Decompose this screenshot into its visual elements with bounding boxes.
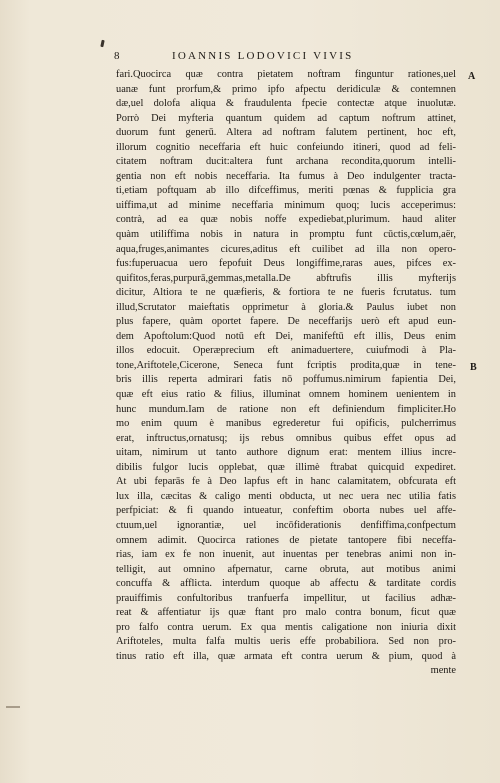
text-line: omnem adimit. Quocirca rationes de pietate tantopere fibi neceffa- <box>116 534 456 546</box>
text-line: hunc mundum.Iam de ratione non eft definiendum fimpliciter.Ho <box>116 403 456 415</box>
text-line: mo enim quum è manibus egrederetur fui opificis, pulcherrimus <box>116 418 456 430</box>
margin-mark-b: B <box>470 362 477 373</box>
text-line: citatem noftram ducit:altera funt archana recondita,quorum intelli- <box>116 156 456 168</box>
text-line: duorum funt generū. Altera ad noftram falutem pertinent, hoc eft, <box>116 127 456 139</box>
text-block <box>116 68 456 679</box>
text-line: erat, inftructus,ornatusq; ijs rebus omnibus quibus effet opus ad <box>116 432 456 444</box>
running-header <box>114 49 474 63</box>
text-line: dem Apoftolum:Quod notū eft Dei, manifeftū eft illis, Deus enim <box>116 330 456 342</box>
text-line: dicitur, Altiora te ne quæfieris, & fortiora te ne fueris fcrutatus. tum <box>116 287 456 299</box>
text-line: ti,etiam poftquam ab illo difceffimus, meriti pœnas & fupplicia gra <box>116 185 456 197</box>
text-line: lux illa, cæcitas & caligo menti obducta, ut nec uera nec utilia fatis <box>116 490 456 502</box>
text-line: plus fapere, quàm oportet fapere. De neceffarijs uerò eft apud eun- <box>116 316 456 328</box>
text-line: prauiffimis confultoribus tranfuerfa impellitur, ut facilius adhæ- <box>116 592 456 604</box>
text-line: contrà, ad ea quæ nobis noffe expediebat,plurimum. haud aliter <box>116 214 456 226</box>
text-line: uitam, nimirum ut tanto authore dignum erat: mentem illius incre- <box>116 447 456 459</box>
text-line: reat & affentiatur ijs quæ ftant pro malo contra bonum, ficut quæ <box>116 607 456 619</box>
ink-speck <box>100 40 104 47</box>
text-line: bris illis reperta admirari fatis nō poffumus.nimirum fapientia Dei, <box>116 374 456 386</box>
text-line: rias, iam ex fe non inuenit, aut inuentas per tenebras animi non in- <box>116 549 456 561</box>
text-line: fus:fuperuacua uero fepofuit Deus longiffime,raras aues, pifces ex- <box>116 258 456 270</box>
text-line: perfpiciat: & fi quando intueatur, confeftim oborta nubes uel affe- <box>116 505 456 517</box>
text-line: illos edocuit. Operæprecium eft animaduertere, cuiufmodi à Pla- <box>116 345 456 357</box>
edge-mark <box>6 706 20 708</box>
text-line: Ariftoteles, multa falfa multis ueris effe probabiliora. Sed non pro- <box>116 636 456 648</box>
text-line: uanæ funt prorfum,& primo ipfo afpectu deridiculæ & contemnen <box>116 83 456 95</box>
text-line: concuffa & afflicta. interdum quoque ab affectu & tarditate cordis <box>116 578 456 590</box>
margin-mark-a: A <box>468 71 476 82</box>
text-line: gentia non eft nobis neceffaria. Ita fumus à Deo indulgenter tracta- <box>116 170 456 182</box>
text-line: uiffima,ut ad minime neceffaria minimum quoq; lucis acceperimus: <box>116 199 456 211</box>
text-line: dæ,uel dolofa aliqua & fraudulenta fpecie contectæ atque inuolutæ. <box>116 98 456 110</box>
text-line: illorum cognitio neceffaria eft huic confeiundo itineri, quod ad feli- <box>116 141 456 153</box>
text-line: quifitos,feras,purpurā,gemmas,metalla.De abftrufis illis myfterijs <box>116 272 456 284</box>
text-line: illud,Scrutator maieftatis opprimetur à gloria.& Paulus iubet non <box>116 301 456 313</box>
text-line: quàm utiliffima nobis in natura in promptu funt cūctis,cœlum,aër, <box>116 229 456 241</box>
catchword: mente <box>430 665 456 677</box>
text-line: At ubi feparās fe à Deo lapfus eft in hanc calamitatem, obfcurata eft <box>116 476 456 488</box>
text-line: dibilis fulgor lucis opplebat, quæ illimè ftrabat quicquid expediret. <box>116 461 456 473</box>
folio-number: 8 <box>114 50 120 62</box>
text-line: pro falfo contra uerum. Ex qua mentis caligatione non iniuria dixit <box>116 621 456 633</box>
running-title: IOANNIS LODOVICI VIVIS <box>172 50 354 62</box>
text-line: fari.Quocirca quæ contra pietatem noftram finguntur rationes,uel <box>116 69 456 80</box>
text-line: Porrò Dei myfteria quantum quidem ad captum noftrum attinet, <box>116 112 456 124</box>
text-line: tinus ratio eft illa, quæ armata eft contra uerum & pium, quod à <box>116 650 456 662</box>
text-line: ctuum,uel ignorantiæ, uel incōfiderationis denfiffima,confpectum <box>116 519 456 531</box>
text-line: tone,Ariftotele,Cicerone, Seneca funt fcriptis prodita,quæ in tene- <box>116 359 456 371</box>
text-line: telligit, aut omnino afpernatur, carne obruta, aut motibus animi <box>116 563 456 575</box>
text-line: aqua,fruges,animantes cicures,aditus eft cuilibet ad illa non opero- <box>116 243 456 255</box>
text-line: quæ eft eius ratio & filius, illuminat omnem hominem uenientem in <box>116 389 456 401</box>
